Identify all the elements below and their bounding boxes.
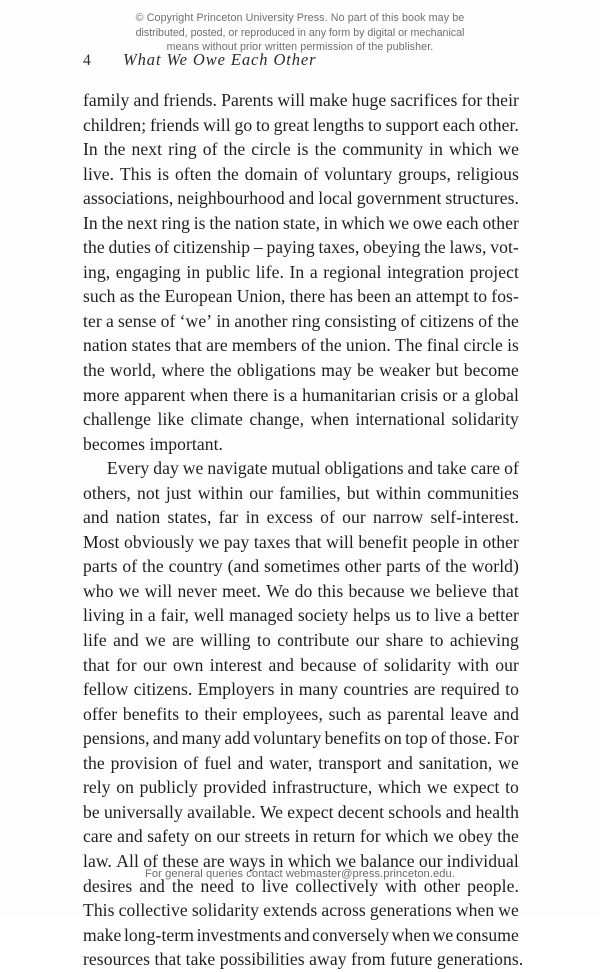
text-line: live. This is often the domain of voluntary groups, religious [83, 163, 519, 184]
running-head [40, 50, 520, 72]
text-line: pensions, and many add voluntary benefits on top of those. For [83, 728, 519, 749]
copyright-notice [96, 11, 504, 55]
page-number: 4 [83, 52, 91, 69]
paragraph-2 [83, 456, 524, 971]
text-line: offer benefits to their employees, such as parental leave and [83, 703, 519, 724]
text-line: the duties of citizenship – paying taxes, obeying the laws, vot- [83, 237, 519, 258]
paragraph-1 [83, 88, 519, 456]
text-line: and nation states, far in excess of our narrow self-interest. [83, 507, 519, 528]
text-line: fellow citizens. Employers in many countries are required to [83, 679, 519, 700]
text-line: In the next ring is the nation state, in which we owe each other [83, 212, 519, 233]
text-line: ter a sense of ‘we’ in another ring consisting of citizens of the [83, 310, 519, 331]
text-line: resources that take possibilities away from future generations. [83, 949, 524, 970]
text-line: family and friends. Parents will make huge sacrifices for their [83, 90, 519, 110]
copyright-notice-line-1: © Copyright Princeton University Press. No part of this book may be [135, 12, 465, 24]
text-line: ing, engaging in public life. In a regional integration project [83, 261, 519, 282]
body-text [83, 88, 524, 972]
text-line: care and safety on our streets in return for which we obey the [83, 826, 519, 847]
text-line: more apparent when there is a humanitarian crisis or a global [83, 384, 519, 405]
text-line: life and we are willing to contribute our share to achieving [83, 630, 519, 651]
text-line: be universally available. We expect decent schools and health [83, 801, 519, 822]
text-line: Every day we navigate mutual obligations and take care of [83, 456, 519, 481]
text-line: In the next ring of the circle is the community in which we [83, 139, 519, 160]
copyright-notice-line-3: means without prior written permission of the publisher. [166, 41, 434, 54]
text-line: that for our own interest and because of solidarity with our [83, 654, 519, 675]
text-line: nation states that are members of the union. The final circle is [83, 335, 519, 356]
text-line: children; friends will go to great lengths to support each other. [83, 114, 519, 135]
text-line: desires and the need to live collectively with other people. [83, 875, 519, 896]
text-line: This collective solidarity extends across generations when we [83, 900, 519, 921]
text-line: becomes important. [83, 433, 224, 454]
text-line: Most obviously we pay taxes that will benefit people in other [83, 531, 519, 552]
copyright-notice-line-2: distributed, posted, or reproduced in any form by digital or mechanical [135, 26, 465, 39]
text-line: associations, neighbourhood and local government structures. [83, 188, 519, 209]
footer-note: For general queries contact webmaster@press.princeton.edu. [145, 868, 455, 880]
text-line: the provision of fuel and water, transport and sanitation, we [83, 752, 519, 773]
text-line: rely on publicly provided infrastructure, which we expect to [83, 777, 519, 798]
text-line: law. All of these are ways in which we balance our individual [83, 850, 519, 871]
text-line: the world, where the obligations may be weaker but become [83, 360, 519, 381]
text-line: others, not just within our families, but within communities [83, 482, 519, 503]
text-line: make long-term investments and conversely when we consume [83, 924, 519, 945]
text-line: such as the European Union, there has been an attempt to fos- [83, 286, 519, 307]
running-title: What We Owe Each Other [123, 50, 317, 69]
paragraph-indent [83, 456, 103, 481]
text-line: challenge like climate change, when international solidarity [83, 409, 519, 430]
text-line: living in a fair, well managed society helps us to live a better [83, 605, 519, 626]
text-line: parts of the country (and sometimes other parts of the world) [83, 556, 519, 577]
text-line: who we will never meet. We do this because we believe that [83, 580, 519, 601]
